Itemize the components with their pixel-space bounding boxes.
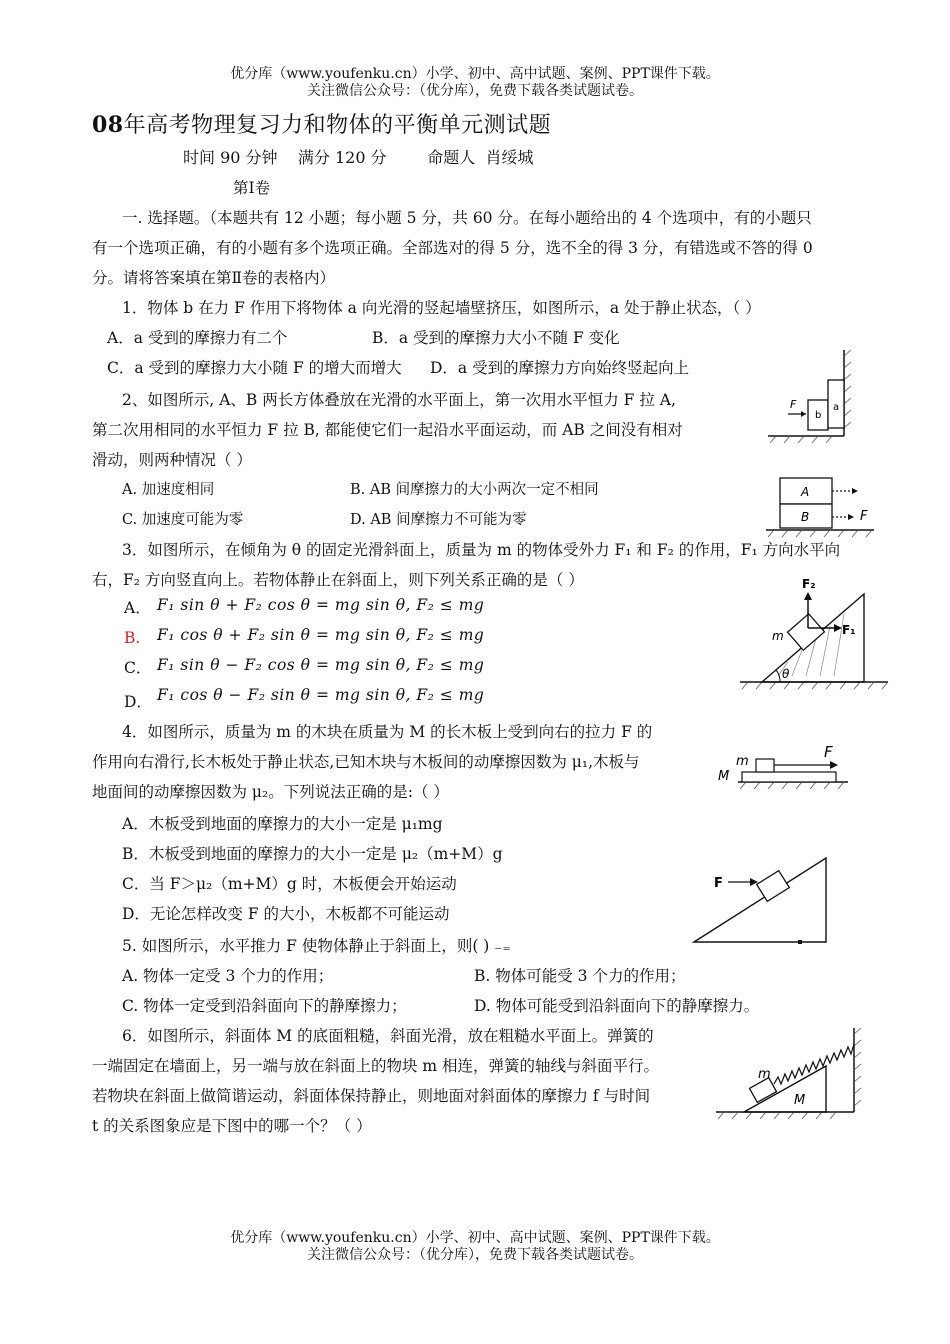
q6-line-3: 若物块在斜面上做简谐运动，斜面体保持静止，则地面对斜面体的摩擦力 f 与时间 [92, 1087, 651, 1105]
q6-line-4: t 的关系图象应是下图中的哪一个？（ ） [92, 1117, 372, 1135]
q3-option-b-label: B. [124, 629, 141, 647]
q5-option-a: A. 物体一定受 3 个力的作用； [122, 967, 334, 985]
q2-line-2: 第二次用相同的水平恒力 F 拉 B, 都能使它们一起沿水平面运动，而 AB 之间没有相对 [92, 421, 683, 439]
q3-block [788, 614, 825, 650]
q1-option-a: A．a 受到的摩擦力有二个 [107, 329, 288, 347]
q2-option-a: A. 加速度相同 [122, 482, 215, 498]
q3-fig-label-theta: θ [782, 667, 790, 681]
q1-option-c: C．a 受到的摩擦力大小随 F 的增大而增大 [107, 359, 402, 377]
title-text: 年高考物理复习力和物体的平衡单元测试题 [123, 113, 552, 138]
q2-fig-label-a: A [801, 485, 810, 499]
q3-line-1: 3．如图所示，在倾角为 θ 的固定光滑斜面上，质量为 m 的物体受外力 F₁ 和 F₂ 的作用，F₁ 方向水平向 [122, 541, 841, 559]
q2-option-c: C. 加速度可能为零 [122, 512, 244, 528]
q4-option-a: A．木板受到地面的摩擦力的大小一定是 μ₁mg [122, 815, 443, 833]
section-intro-2: 有一个选项正确，有的小题有多个选项正确。全部选对的得 5 分，选不全的得 3 分，有错选或不答的得 0 [92, 239, 813, 257]
q6-line-2: 一端固定在墙面上，另一端与放在斜面上的物块 m 相连，弹簧的轴线与斜面平行。 [92, 1057, 660, 1075]
q3-option-d-equation: F₁ cos θ − F₂ sin θ = mg sin θ, F₂ ≤ mg [157, 686, 485, 704]
q3-line-2: 右，F₂ 方向竖直向上。若物体静止在斜面上，则下列关系正确的是（ ） [92, 571, 584, 589]
q1-figure [766, 348, 856, 444]
q3-option-c-label: C． [124, 659, 152, 677]
q5-block [757, 871, 790, 902]
q3-fig-label-f1: F₁ [842, 623, 856, 637]
q3-option-a-equation: F₁ sin θ + F₂ cos θ = mg sin θ, F₂ ≤ mg [157, 596, 485, 614]
q3-option-a-label: A． [124, 599, 151, 617]
volume-label: 第Ⅰ卷 [233, 179, 271, 197]
q1-fig-label-f: F [790, 398, 797, 411]
q4-fig-label-big-m: M [718, 769, 730, 784]
q3-fig-label-f2: F₂ [802, 577, 816, 591]
q1-option-d: D．a 受到的摩擦力方向始终竖起向上 [430, 359, 690, 377]
q4-line-2: 作用向右滑行,长木板处于静止状态,已知木块与木板间的动摩擦因数为 μ₁,木板与 [92, 753, 640, 771]
q1-fig-label-b: b [815, 410, 822, 421]
q2-fig-label-b: B [801, 510, 810, 524]
q4-block [756, 759, 774, 772]
section-intro-3: 分。请将答案填在第Ⅱ卷的表格内） [92, 269, 336, 287]
q4-fig-label-f: F [824, 743, 833, 761]
q4-figure [714, 740, 854, 794]
q5-incline [694, 858, 826, 942]
q1-stem: 1．物体 b 在力 F 作用下将物体 a 向光滑的竖起墙壁挤压，如图所示，a 处于静止状态，（ ） [122, 299, 761, 317]
header-line-2: 关注微信公众号：（优分库），免费下载各类试题试卷。 [307, 83, 643, 99]
q6-fig-label-m: m [758, 1067, 771, 1082]
q2-option-b: B. AB 间摩擦力的大小两次一定不相同 [350, 482, 599, 498]
q6-line-1: 6．如图所示，斜面体 M 的底面粗糙，斜面光滑，放在粗糙水平面上。弹簧的 [122, 1027, 654, 1045]
q2-option-d: D. AB 间摩擦力不可能为零 [350, 512, 527, 528]
q2-line-3: 滑动，则两种情况（ ） [92, 451, 252, 469]
header-line-1: 优分库（www.youfenku.cn）小学、初中、高中试题、案例、PPT课件下载。 [230, 66, 720, 82]
q4-line-1: 4．如图所示，质量为 m 的木块在质量为 M 的长木板上受到向右的拉力 F 的 [122, 723, 653, 741]
q1-fig-label-a: a [833, 402, 840, 413]
q2-line-1: 2、如图所示, A、B 两长方体叠放在光滑的水平面上，第一次用水平恒力 F 拉 A, [122, 391, 676, 409]
q1-option-b: B．a 受到的摩擦力大小不随 F 变化 [372, 329, 620, 347]
q5-stem: 5. 如图所示，水平推力 F 使物体静止于斜面上，则( ) ₋₌ [122, 937, 511, 955]
q3-figure [738, 570, 890, 692]
page-title [92, 108, 551, 139]
q6-figure [714, 1026, 864, 1124]
q5-fig-label-f: F [714, 876, 723, 891]
q4-option-b: B．木板受到地面的摩擦力的大小一定是 μ₂（m+M）g [122, 845, 503, 863]
q3-fig-label-m: m [772, 629, 784, 643]
footer-line-2: 关注微信公众号：（优分库），免费下载各类试题试卷。 [307, 1247, 643, 1263]
q4-option-c: C．当 F＞μ₂（m+M）g 时，木板便会开始运动 [122, 875, 457, 893]
q4-fig-label-m: m [736, 754, 749, 769]
q2-figure [762, 472, 878, 538]
q4-option-d: D．无论怎样改变 F 的大小，木板都不可能运动 [122, 905, 450, 923]
q3-option-b-equation: F₁ cos θ + F₂ sin θ = mg sin θ, F₂ ≤ mg [157, 626, 485, 644]
q3-option-c-equation: F₁ sin θ − F₂ cos θ = mg sin θ, F₂ ≤ mg [157, 656, 485, 674]
title-year: 08 [92, 112, 124, 138]
q3-option-d-label: D． [124, 693, 152, 711]
q4-line-3: 地面间的动摩擦因数为 μ₂。下列说法正确的是:（ ） [92, 783, 449, 801]
section-intro-1: 一. 选择题。（本题共有 12 小题；每小题 5 分，共 60 分。在每小题给出的 4 个选项中，有的小题只 [122, 209, 812, 227]
q5-option-d: D. 物体可能受到沿斜面向下的静摩擦力。 [474, 997, 760, 1015]
q6-spring [774, 1044, 854, 1084]
footer-line-1: 优分库（www.youfenku.cn）小学、初中、高中试题、案例、PPT课件下载。 [230, 1230, 720, 1246]
q5-option-c: C. 物体一定受到沿斜面向下的静摩擦力； [122, 997, 407, 1015]
exam-meta: 时间 90 分钟 满分 120 分 命题人 肖绥城 [183, 148, 534, 167]
q4-board [742, 772, 836, 782]
q6-fig-label-big-m: M [794, 1093, 806, 1108]
q2-fig-label-f: F [860, 509, 868, 524]
q5-figure [690, 850, 836, 946]
q5-option-b: B. 物体可能受 3 个力的作用； [474, 967, 686, 985]
